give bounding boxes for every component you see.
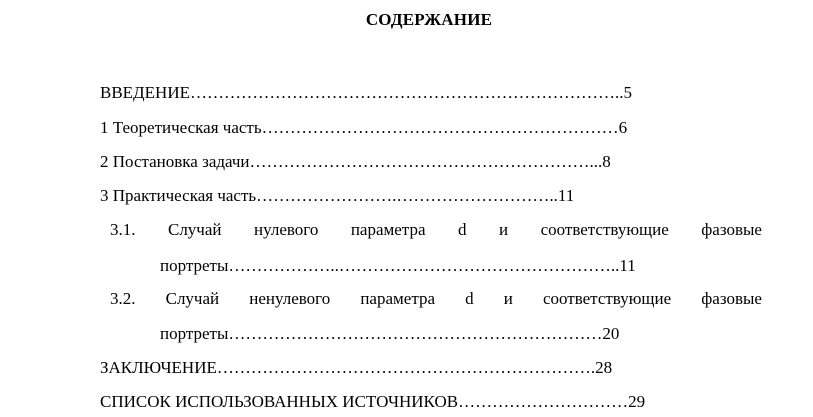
toc-word: нулевого	[253, 220, 319, 239]
toc-word: соответствующие	[540, 220, 669, 239]
page-title: СОДЕРЖАНИЕ	[365, 10, 493, 29]
toc-word: d	[465, 289, 474, 308]
toc-word: параметра	[360, 289, 436, 308]
toc-word: Случай	[167, 220, 222, 239]
toc-subentry-number: 3.2.	[110, 289, 136, 308]
toc-subentry-3-1	[110, 220, 762, 240]
toc-entry-problem: 2 Постановка задачи……………………………………………………...8	[100, 152, 611, 171]
toc-word: и	[498, 220, 509, 239]
toc-entry-sources: СПИСОК ИСПОЛЬЗОВАННЫХ ИСТОЧНИКОВ…………………………29	[100, 392, 646, 411]
toc-word: Случай	[165, 289, 220, 308]
toc-word: параметра	[350, 220, 426, 239]
toc-word: и	[503, 289, 513, 308]
toc-subentry-3-1-continuation: портреты………………..…………………………………………..11	[160, 256, 636, 275]
toc-entry-introduction: ВВЕДЕНИЕ…………………………………………………………………..5	[100, 83, 632, 102]
toc-word: d	[457, 220, 467, 239]
toc-entry-theory: 1 Теоретическая часть………………………………………………………6	[100, 118, 628, 137]
toc-subentry-3-2-continuation: портреты…………………………………………………………20	[160, 324, 620, 343]
toc-subentry-3-2	[110, 289, 762, 309]
toc-word: ненулевого	[249, 289, 331, 308]
toc-word: фазовые	[701, 220, 762, 239]
toc-entry-practice: 3 Практическая часть…………………….………………………..11	[100, 186, 575, 205]
toc-word: соответствующие	[542, 289, 672, 308]
toc-subentry-number: 3.1.	[110, 220, 136, 239]
toc-word: фазовые	[701, 289, 762, 308]
toc-entry-conclusion: ЗАКЛЮЧЕНИЕ………………………………………………………….28	[100, 358, 613, 377]
